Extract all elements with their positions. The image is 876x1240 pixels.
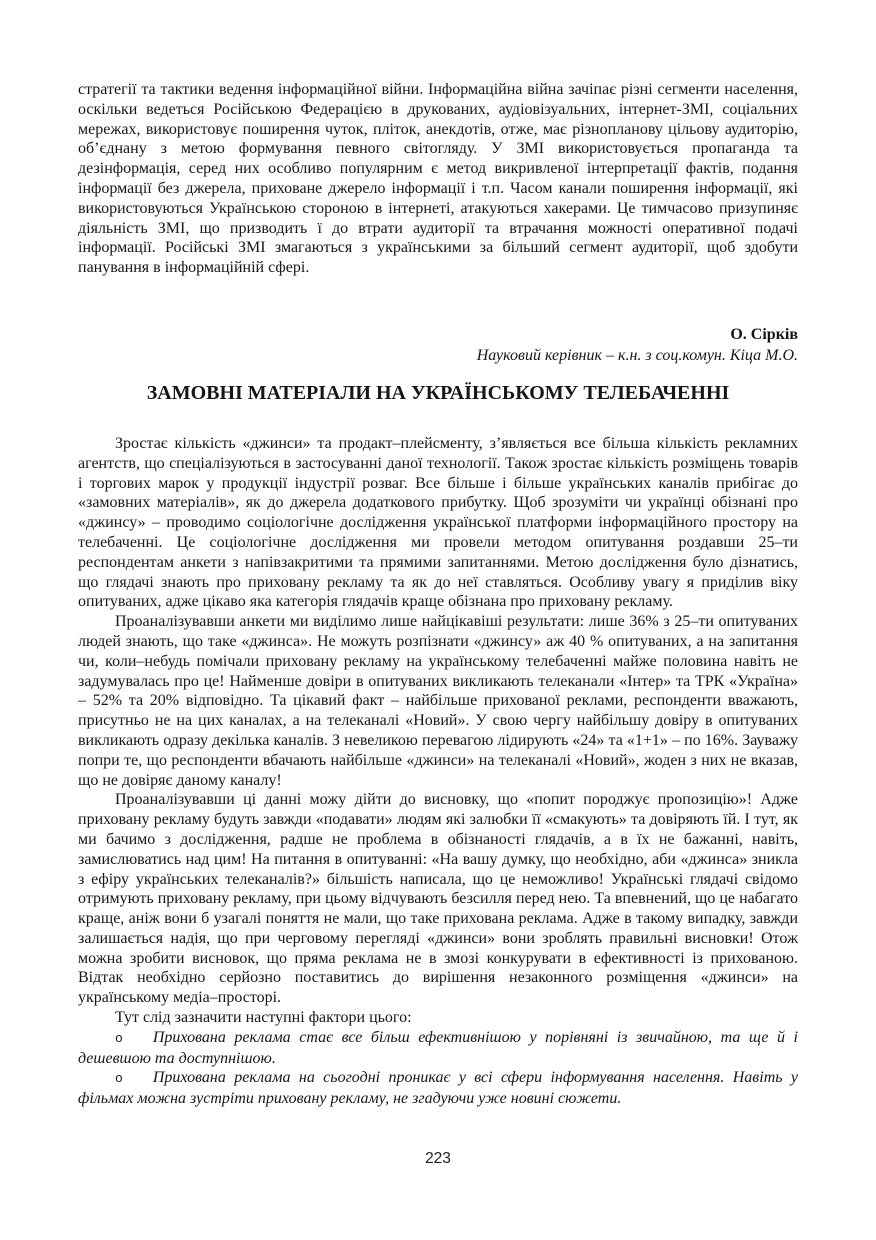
article-paragraph: Проаналізувавши анкети ми виділимо лише найцікавіші результати: лише 36% з 25–ти опитуваних людей знають, що таке «джинса». Не можуть розпізнати «джинсу» аж 40 % опитуваних, а на запитання чи, коли–небудь помічали приховану рекламу на українському телебаченні майже половина навіть не задумувалась про це! Найменше довіри в опитуваних викликають телеканали «Інтер» та ТРК «Україна» – 52% та 20% відповідно. Та цікавий факт – найбільше прихованої реклами, респонденти вважають, присутньо не на цих каналах, а на телеканалі «Новий». У свою чергу найбільшу довіру в опитуваних викликають одразу декілька каналів. З невеликою перевагою лідирують «24» та «1+1» – по 16%. Зауважу попри те, що респонденти вбачають найбільше «джинси» на телеканалі «Новий», жоден з них не вказав, що не довіряє даному каналу! (78, 613, 798, 789)
page-content (78, 80, 798, 1109)
article-paragraph: Зростає кількість «джинси» та продакт–плейсменту, з’являється все більша кількість рекламних агентств, що спеціалізуються в застосуванні даної технології. Також зростає кількість розміщень товарів і торгових марок у продукції індустрії розваг. Все більше і більше українських каналів прибігає до «замовних матеріалів», як до джерела додаткового прибутку. Щоб зрозуміти чи українці обізнані про «джинсу» – проводимо соціологічне дослідження української платформи інформаційного простору на телебаченні. Це соціологічне дослідження ми провели методом опитування роздавши 25–ти респондентам анкети з напівзакритими та прямими запитаннями. Метою дослідження було дізнатись, що глядачі знають про приховану рекламу та як до неї ставляться. Особливу увагу я приділив віку опитуваних, адже цікаво яка категорія глядачів краще обізнана про приховану рекламу. (78, 434, 798, 611)
bullet-marker-icon: o (115, 1030, 123, 1046)
bullet-marker-icon: o (115, 1071, 123, 1087)
intro-paragraph: стратегії та тактики ведення інформаційної війни. Інформаційна війна зачіпає різні сегменти населення, оскільки ведеться Російською Федерацією в друкованих, аудіовізуальних, інтернет-ЗМІ, соціальних мережах, використовує поширення чуток, пліток, анекдотів, отже, має різнопланову цільову аудиторію, об’єднану з метою формування певного світогляду. У ЗМІ використовується пропаганда та дезінформація, серед них особливо популярним є метод викривленої інтерпретації фактів, подання інформації без джерела, приховане джерело інформації і т.п. Часом канали поширення інформації, які використовуються Українською стороною в інтернеті, атакуються хакерами. Це тимчасово призупиняє діяльність ЗМІ, що призводить ї до втрати аудиторії та втрачання можності оперативної подачі інформації. Російські ЗМІ змагаються з українськими за більший сегмент аудиторії, щоб здобути панування в інформаційній сфері. (78, 81, 798, 277)
bullet-item (78, 1028, 798, 1069)
bullet-list-leadin: Тут слід зазначити наступні фактори цього: (115, 1009, 412, 1027)
page-number: 223 (425, 1150, 451, 1167)
supervisor-line: Науковий керівник – к.н. з соц.комун. Кіца М.О. (476, 346, 798, 364)
article-paragraph: Проаналізувавши ці данні можу дійти до висновку, що «попит породжує пропозицію»! Адже приховану рекламу будуть завжди «подавати» людям які залюбки її «смакують» та довіряють їй. І тут, як ми бачимо з дослідження, радше не проблема в обізнаності глядачів, а в їх не бажанні, навіть, замислюватись над цим! На питання в опитуванні: «На вашу думку, що необхідно, аби «джинса» зникла з ефіру українських телеканалів?» більшість написала, що це неможливо! Українські глядачі свідомо отримують приховану рекламу, при цьому відчувають безсилля перед нею. Та впевнений, що це набагато краще, аніж вони б узагалі поняття не мали, що таке прихована реклама. Адже в такому випадку, завжди залишається надія, що при черговому перегляді «джинси» вони зроблять правильні висновки! Отож можна зробити висновок, що пряма реклама не в змозі конкурувати в ефективності із прихованою. Відтак необхідно серйозно поставитись до вирішення незаконного розміщення «джинси» на українському медіа–просторі. (78, 791, 798, 1007)
author-name: О. Сірків (730, 325, 798, 343)
bullet-item-text: Прихована реклама на сьогодні проникає у всі сфери інформування населення. Навіть у фільмах можна зустріти приховану рекламу, не згадуючи уже новині сюжети. (78, 1069, 798, 1108)
byline (78, 324, 798, 366)
bullet-item-text: Прихована реклама стає все більш ефективнішою у порівняні із звичайною, та ще й і дешевшою та доступнішою. (78, 1028, 798, 1067)
article-title: ЗАМОВНІ МАТЕРІАЛИ НА УКРАЇНСЬКОМУ ТЕЛЕБАЧЕННІ (146, 381, 730, 404)
bullet-item (78, 1068, 798, 1109)
